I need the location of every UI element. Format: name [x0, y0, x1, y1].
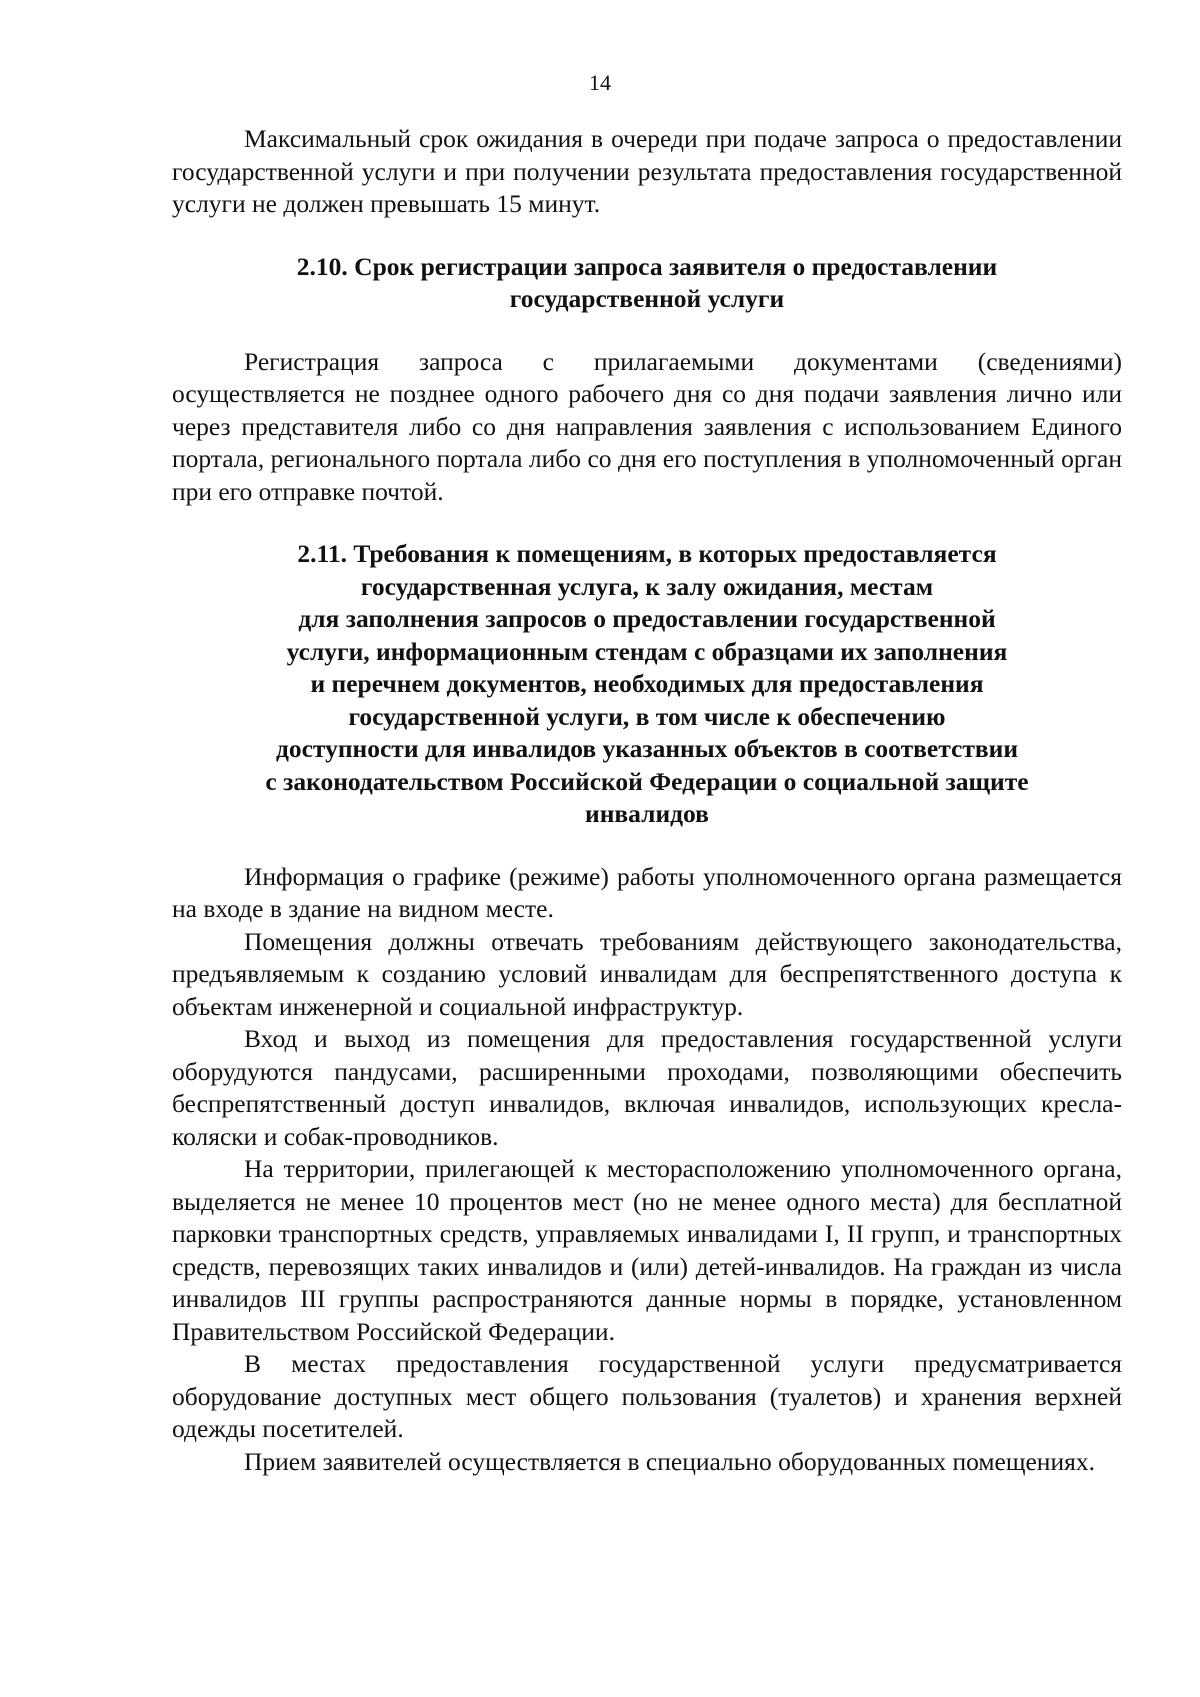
section-2-11-paragraph: Вход и выход из помещения для предоставления государственной услуги оборудуются пандусами, расширенными проходами, позволяющими обеспечить беспрепятственный доступ инвалидов, включая инвалидов, использующих кресла-коляски и собак-проводников. — [172, 1024, 1122, 1151]
heading-line: государственная услуга, к залу ожидания, местам — [360, 571, 934, 601]
section-2-11-paragraph: Прием заявителей осуществляется в специально оборудованных помещениях. — [244, 1446, 1095, 1476]
section-2-11-heading — [172, 538, 1122, 831]
heading-line: с законодательством Российской Федерации о социальной защите — [265, 766, 1029, 796]
heading-line: инвалидов — [585, 799, 709, 828]
heading-line: 2.10. Срок регистрации запроса заявителя о предоставлении — [296, 251, 998, 281]
section-2-11-paragraph: На территории, прилегающей к месторасположению уполномоченного органа, выделяется не менее 10 процентов мест (но не менее одного места) для бесплатной парковки транспортных средств, управляемых инвалидами I, II групп, и транспортных средств, перевозящих таких инвалидов и (или) детей-инвалидов. На граждан из числа инвалидов III группы распространяются данные нормы в порядке, установленном Правительством Российской Федерации. — [172, 1154, 1122, 1346]
heading-line: услуги, информационным стендам с образцами их заполнения — [286, 636, 1008, 666]
section-2-11-paragraph: В местах предоставления государственной услуги предусматривается оборудование доступных мест общего пользования (туалетов) и хранения верхней одежды посетителей. — [172, 1349, 1122, 1443]
heading-line: 2.11. Требования к помещениям, в которых предоставляется — [297, 539, 997, 568]
page-number: 14 — [589, 70, 611, 95]
heading-line: и перечнем документов, необходимых для предоставления — [310, 669, 984, 698]
page-content — [172, 123, 1122, 1478]
heading-line: государственной услуги, в том числе к обеспечению — [348, 701, 946, 731]
heading-line: для заполнения запросов о предоставлении государственной — [298, 604, 996, 633]
heading-line: доступности для инвалидов указанных объектов в соответствии — [275, 734, 1019, 763]
section-2-11-paragraph: Информация о графике (режиме) работы уполномоченного органа размещается на входе в здание на видном месте. — [172, 861, 1122, 923]
section-2-10-paragraph: Регистрация запроса с прилагаемыми документами (сведениями) осуществляется не позднее одного рабочего дня со дня подачи заявления лично или через представителя либо со дня направления заявления с использованием Единого портала, регионального портала либо со дня его поступления в уполномоченный орган при его отправке почтой. — [172, 346, 1122, 506]
heading-line: государственной услуги — [509, 284, 785, 313]
intro-paragraph: Максимальный срок ожидания в очереди при подаче запроса о предоставлении государственной услуги и при получении результата предоставления государственной услуги не должен превышать 15 минут. — [172, 124, 1122, 218]
section-2-11-paragraph: Помещения должны отвечать требованиям действующего законодательства, предъявляемым к созданию условий инвалидам для беспрепятственного доступа к объектам инженерной и социальной инфраструктур. — [172, 926, 1122, 1021]
section-2-10-heading — [172, 251, 1122, 316]
